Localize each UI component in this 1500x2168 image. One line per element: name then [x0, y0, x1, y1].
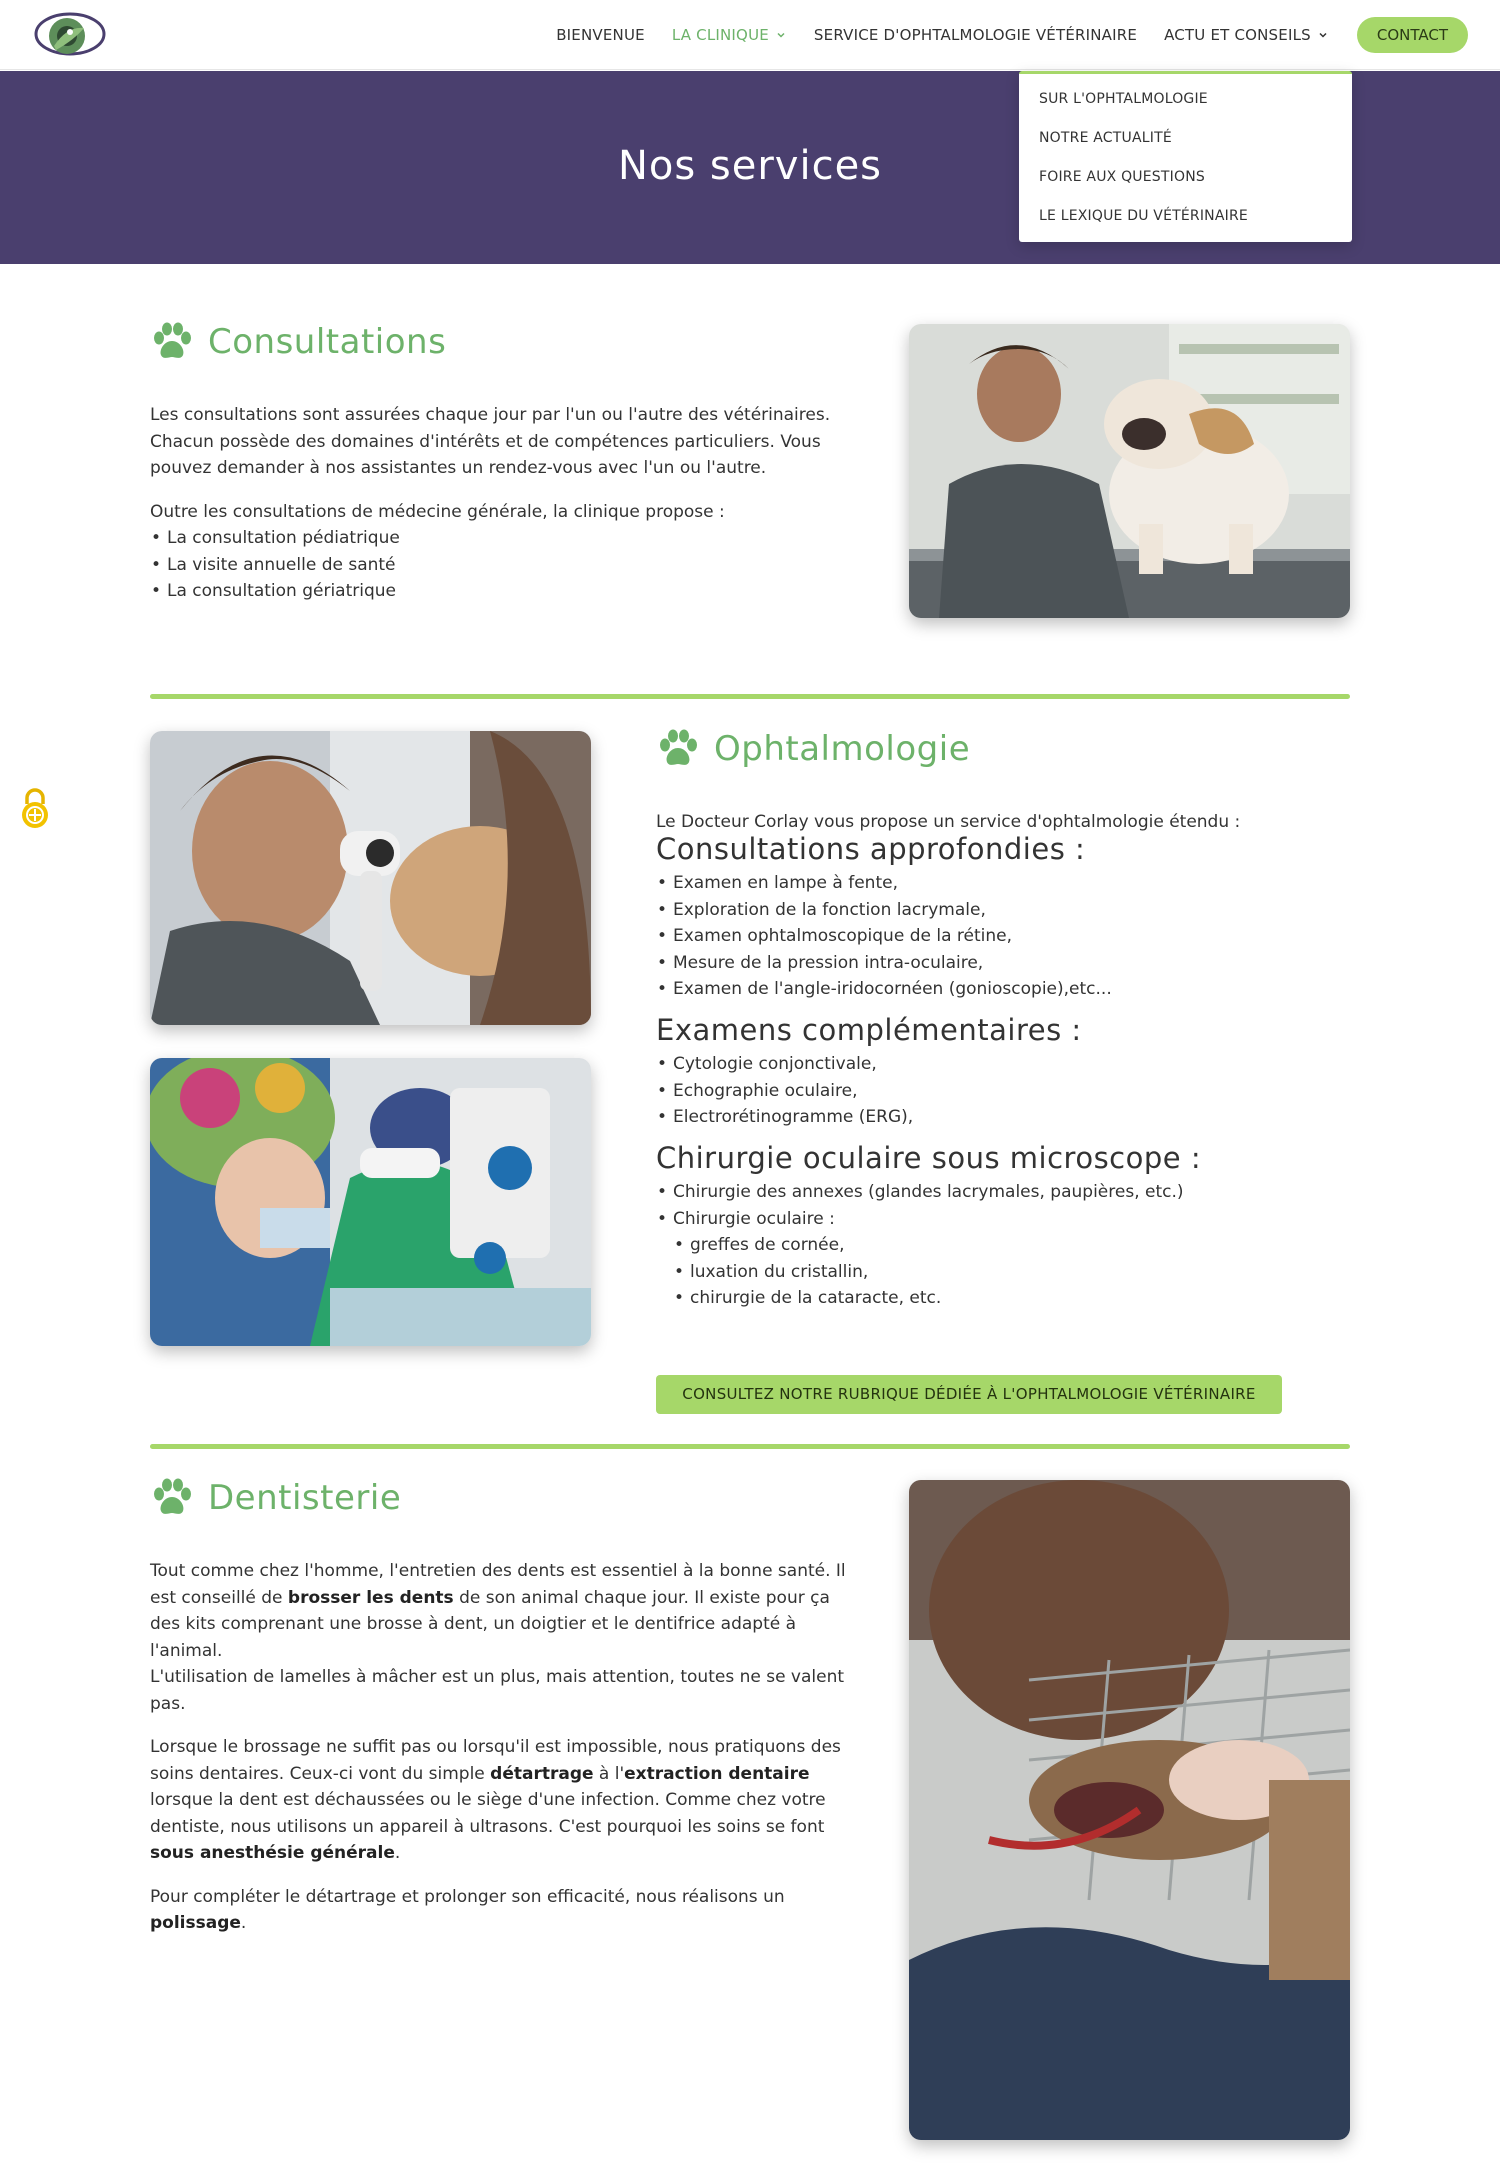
paragraph — [150, 1884, 850, 1937]
section-title: Dentisterie — [208, 1478, 402, 1518]
ophthalmoscope-exam-photo — [150, 731, 591, 1025]
subheading: Examens complémentaires : — [656, 1012, 1082, 1047]
main-nav — [529, 0, 1500, 70]
actu-dropdown-menu — [1019, 71, 1352, 242]
menu-item-faq[interactable]: FOIRE AUX QUESTIONS — [1039, 169, 1205, 185]
nav-label: BIENVENUE — [556, 26, 645, 44]
ophtalmologie-heading — [656, 727, 970, 771]
section-divider — [150, 694, 1350, 699]
dentisterie-text — [150, 1558, 850, 1954]
list-item: • Examen ophtalmoscopique de la rétine, — [656, 923, 1356, 950]
list-item: • Exploration de la fonction lacrymale, — [656, 897, 1356, 924]
text: lorsque la dent est déchaussées ou le siège d'une infection. Comme chez votre dentiste, nous utilisons un appareil à ultrasons. C'est pourquoi les soins se font — [150, 1790, 826, 1837]
ophtalmologie-text — [656, 809, 1356, 1312]
list-item: • Examen de l'angle-iridocornéen (gonioscopie),etc... — [656, 976, 1356, 1003]
paw-icon — [150, 320, 194, 364]
text: Lorsque le brossage ne suffit pas ou lorsqu'il est impossible, nous pratiquons des soins dentaires. Ceux-ci vont du simple — [150, 1737, 841, 1784]
bold-text: extraction dentaire — [624, 1763, 810, 1784]
nav-actu-conseils[interactable] — [1164, 26, 1329, 44]
bold-text: brosser les dents — [287, 1587, 454, 1608]
list-item: • La visite annuelle de santé — [150, 552, 850, 579]
lock-icon[interactable] — [18, 786, 52, 830]
list-item: • La consultation gériatrique — [150, 578, 850, 605]
menu-item-ophtalmologie[interactable]: SUR L'OPHTALMOLOGIE — [1039, 91, 1208, 107]
chevron-down-icon — [1317, 29, 1329, 41]
bold-text: polissage — [150, 1913, 241, 1933]
paragraph: Outre les consultations de médecine générale, la clinique propose : — [150, 501, 725, 522]
list-item: • luxation du cristallin, — [673, 1259, 1356, 1286]
eye-surgery-microscope-photo — [150, 1058, 591, 1346]
nav-label: LA CLINIQUE — [671, 26, 769, 44]
list-item: • Mesure de la pression intra-oculaire, — [656, 950, 1356, 977]
chirurgie-sublist — [673, 1232, 1356, 1312]
list-item: • La consultation pédiatrique — [150, 525, 850, 552]
text: à l' — [593, 1763, 625, 1784]
page-title: Nos services — [617, 143, 883, 189]
menu-item-lexique[interactable]: LE LEXIQUE DU VÉTÉRINAIRE — [1039, 208, 1248, 224]
list-item: • Cytologie conjonctivale, — [656, 1051, 1356, 1078]
dentisterie-heading — [150, 1476, 401, 1520]
list-item: • chirurgie de la cataracte, etc. — [673, 1285, 1356, 1312]
vet-with-bulldog-photo — [909, 324, 1350, 618]
paragraph: Le Docteur Corlay vous propose un service d'ophtalmologie étendu : — [656, 812, 1241, 832]
ophtalmologie-cta-button[interactable]: CONSULTEZ NOTRE RUBRIQUE DÉDIÉE À L'OPHTALMOLOGIE VÉTÉRINAIRE — [656, 1375, 1282, 1414]
nav-label: ACTU ET CONSEILS — [1164, 26, 1311, 44]
paragraph — [150, 1558, 850, 1717]
consultations-approfondies-list — [656, 870, 1356, 1003]
dental-care-photo — [909, 1480, 1350, 2140]
list-item: • Chirurgie des annexes (glandes lacrymales, paupières, etc.) — [656, 1179, 1356, 1206]
subheading: Chirurgie oculaire sous microscope : — [656, 1140, 1202, 1175]
nav-service-ophtalmologie[interactable] — [814, 26, 1137, 44]
chevron-down-icon — [775, 29, 787, 41]
nav-label: SERVICE D'OPHTALMOLOGIE VÉTÉRINAIRE — [813, 26, 1138, 44]
text: L'utilisation de lamelles à mâcher est un plus, mais attention, toutes ne se valent pas. — [150, 1667, 845, 1714]
paw-icon — [150, 1476, 194, 1520]
text: Pour compléter le détartrage et prolonger son efficacité, nous réalisons un — [150, 1886, 785, 1907]
clinic-logo[interactable] — [34, 6, 106, 62]
examens-list — [656, 1051, 1356, 1131]
bold-text: détartrage — [490, 1763, 594, 1784]
list-item: • Electrorétinogramme (ERG), — [656, 1104, 1356, 1131]
text: Tout comme chez l'homme, l'entretien des dents est essentiel à la bonne santé. Il est conseillé de — [150, 1561, 846, 1608]
paragraph: Les consultations sont assurées chaque jour par l'un ou l'autre des vétérinaires. Chacun possède des domaines d'intérêts et de compétences particuliers. Vous pouvez demander à nos assistantes un rendez-vous avec l'un ou l'autre. — [150, 405, 831, 478]
menu-item-actualite[interactable]: NOTRE ACTUALITÉ — [1039, 130, 1172, 146]
contact-button[interactable]: CONTACT — [1357, 17, 1468, 53]
section-title: Ophtalmologie — [714, 729, 971, 769]
consultations-heading — [150, 320, 446, 364]
nav-bienvenue[interactable] — [556, 26, 645, 44]
list-item: • greffes de cornée, — [673, 1232, 1356, 1259]
section-divider — [150, 1444, 1350, 1449]
paw-icon — [656, 727, 700, 771]
paragraph — [150, 1734, 850, 1867]
list-item: • Chirurgie oculaire : — [656, 1206, 1356, 1233]
consultations-list — [150, 525, 850, 605]
list-item: • Examen en lampe à fente, — [656, 870, 1356, 897]
subheading: Consultations approfondies : — [656, 831, 1086, 866]
text: de son animal chaque jour. Il existe pour ça des kits comprenant une brosse à dent, un doigtier et le dentifrice adapté à l'animal. — [150, 1587, 830, 1661]
list-item: • Echographie oculaire, — [656, 1078, 1356, 1105]
text: . — [240, 1913, 247, 1933]
nav-la-clinique[interactable] — [672, 26, 787, 44]
bold-text: sous anesthésie générale — [150, 1843, 395, 1863]
text: . — [394, 1843, 401, 1863]
site-header — [0, 0, 1500, 70]
chirurgie-list — [656, 1179, 1356, 1232]
section-title: Consultations — [208, 322, 447, 362]
consultations-text — [150, 402, 850, 605]
